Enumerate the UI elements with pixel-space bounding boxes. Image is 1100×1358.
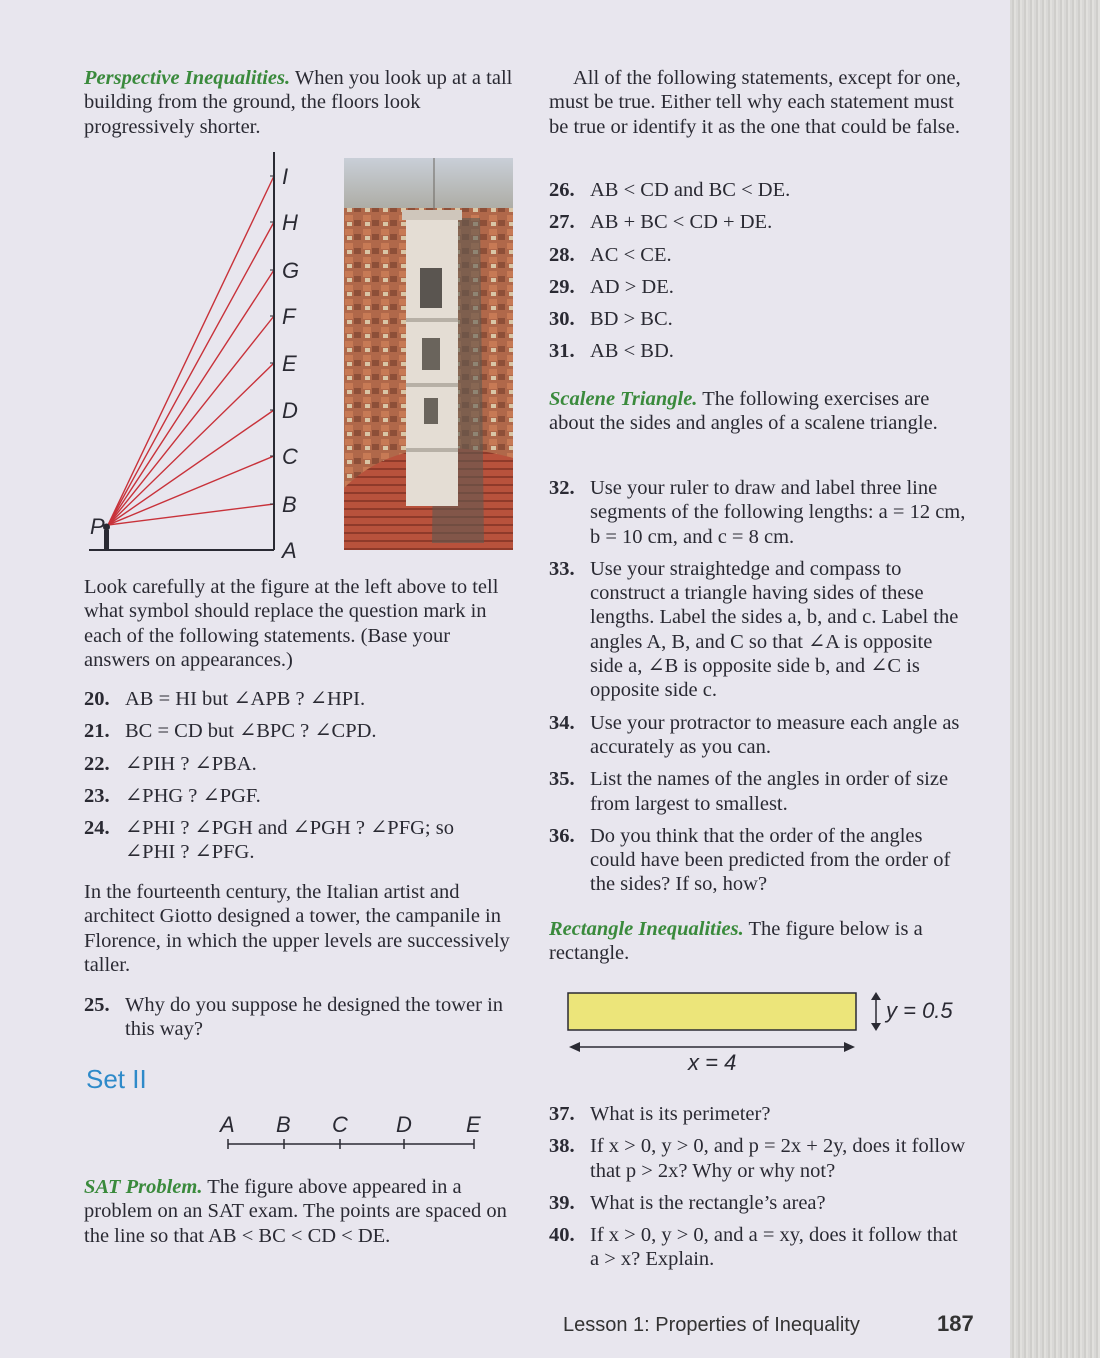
point-label-e: E	[282, 351, 297, 376]
exercise-number: 27.	[549, 211, 575, 234]
exercise-number: 23.	[84, 784, 110, 807]
exercise-32	[549, 476, 969, 549]
exercise-text: BD > BC.	[590, 308, 673, 331]
exercise-25	[84, 993, 525, 1042]
exercise-40	[549, 1223, 969, 1272]
set-heading: Set II	[86, 1064, 147, 1094]
exercise-text: Why do you suppose he designed the tower in this way?	[125, 994, 504, 1041]
look-carefully-paragraph: Look carefully at the figure at the left above to tell what symbol should replace the question mark in each of the following statements. (Base your answers on appearances.)	[84, 576, 499, 671]
exercise-36	[549, 824, 969, 897]
page-number: 187	[937, 1311, 974, 1336]
exercise-number: 26.	[549, 179, 575, 201]
exercise-text: ∠PIH ? ∠PBA.	[125, 752, 257, 775]
exercise-text: ∠PHG ? ∠PGF.	[125, 784, 261, 807]
exercise-number: 31.	[549, 340, 575, 363]
point-label-d: D	[282, 398, 298, 423]
exercise-number: 30.	[549, 308, 575, 331]
exercise-text: AB < CD and BC < DE.	[590, 179, 791, 201]
exercise-text: What is its perimeter?	[590, 1103, 771, 1125]
exercise-text: AD > DE.	[590, 275, 674, 298]
lesson-title: Lesson 1: Properties of Inequality	[563, 1314, 860, 1336]
exercise-39	[549, 1191, 969, 1215]
exercise-number: 40.	[549, 1224, 575, 1247]
scalene-text: The following exercises are about the sides and angles of a scalene triangle.	[549, 388, 938, 435]
exercise-number: 21.	[84, 720, 110, 743]
exercise-text: AC < CE.	[590, 243, 672, 266]
exercise-text: AB = HI but ∠APB ? ∠HPI.	[125, 688, 366, 710]
height-label: y = 0.5	[886, 998, 953, 1023]
exercise-21	[84, 719, 514, 743]
point-label-a: A	[282, 538, 297, 563]
exercise-37	[549, 1102, 969, 1126]
exercise-text: List the names of the angles in order of size from largest to smallest.	[590, 768, 949, 815]
exercise-number: 22.	[84, 752, 110, 775]
exercise-35	[549, 767, 969, 816]
perspective-lead: Perspective Inequalities.	[84, 67, 291, 89]
exercise-number: 25.	[84, 994, 110, 1016]
exercise-number: 37.	[549, 1103, 575, 1125]
segment-label-a: A	[220, 1112, 235, 1137]
exercise-text: If x > 0, y > 0, and p = 2x + 2y, does it follow that p > 2x? Why or why not?	[590, 1135, 966, 1182]
perspective-figure	[84, 148, 324, 568]
exercise-38	[549, 1134, 969, 1183]
exercise-number: 33.	[549, 557, 575, 580]
exercise-26	[549, 178, 969, 202]
exercise-text: ∠PHI ? ∠PGH and ∠PGH ? ∠PFG; so ∠PHI ? ∠PFG.	[125, 817, 454, 864]
exercises-20-24	[84, 687, 514, 865]
exercise-31	[549, 339, 969, 363]
exercise-text: Do you think that the order of the angles could have been predicted from the order of the sides? If so, how?	[590, 824, 951, 896]
exercise-number: 20.	[84, 688, 110, 710]
perspective-text: When you look up at a tall building from the ground, the floors look progressively shorter.	[84, 67, 513, 138]
rectangle-lead: Rectangle Inequalities.	[549, 918, 744, 940]
segment-label-c: C	[332, 1112, 348, 1137]
segment-figure	[212, 1108, 492, 1153]
exercise-25-block	[84, 993, 514, 1042]
exercise-20	[84, 687, 514, 711]
exercise-33	[549, 557, 969, 703]
exercise-22	[84, 752, 514, 776]
exercise-27	[549, 210, 969, 234]
sight-ray-i	[108, 176, 274, 525]
exercise-23	[84, 784, 514, 808]
look-carefully-text	[84, 575, 514, 672]
campanile-photo	[344, 158, 513, 550]
point-label-b: B	[282, 492, 297, 517]
exercise-number: 29.	[549, 275, 575, 298]
point-label-i: I	[282, 164, 289, 189]
exercise-number: 24.	[84, 817, 110, 840]
scalene-intro	[549, 387, 969, 436]
perspective-intro	[84, 66, 514, 139]
exercise-number: 36.	[549, 824, 575, 847]
exercises-37-40	[549, 1102, 969, 1272]
exercise-number: 35.	[549, 768, 575, 791]
rectangle-intro	[549, 917, 969, 966]
exercise-28	[549, 243, 969, 267]
exercise-number: 34.	[549, 711, 575, 734]
point-label-f: F	[282, 304, 296, 329]
point-label-h: H	[282, 210, 298, 235]
segment-label-e: E	[466, 1112, 481, 1137]
segment-label-d: D	[396, 1112, 412, 1137]
exercise-text: BC = CD but ∠BPC ? ∠CPD.	[125, 720, 377, 743]
perspective-rays	[108, 176, 274, 525]
exercises-26-31	[549, 178, 969, 364]
segment-label-b: B	[276, 1112, 291, 1137]
exercise-34	[549, 711, 969, 760]
exercise-24	[84, 816, 485, 865]
point-p-label: P	[90, 514, 105, 539]
exercise-text: AB + BC < CD + DE.	[590, 211, 773, 234]
sight-ray-h	[108, 222, 274, 525]
exercise-number: 39.	[549, 1191, 575, 1214]
exercise-30	[549, 307, 969, 331]
exercise-text: Use your protractor to measure each angle as accurately as you can.	[590, 711, 960, 758]
exercise-number: 32.	[549, 477, 575, 499]
point-label-c: C	[282, 444, 298, 469]
exercise-text: Use your ruler to draw and label three line segments of the following lengths: a = 12 cm, b = 10 cm, and c = 8 cm.	[590, 477, 966, 548]
exercise-29	[549, 275, 969, 299]
statements-intro	[549, 66, 969, 139]
point-label-g: G	[282, 258, 300, 283]
sat-problem	[84, 1175, 514, 1248]
sat-text: The figure above appeared in a problem on an SAT exam. The points are spaced on the line so that AB < BC < CD < DE.	[84, 1176, 507, 1247]
observer-figure	[104, 530, 109, 550]
giotto-paragraph: In the fourteenth century, the Italian artist and architect Giotto designed a tower, the campanile in Florence, in which the upper levels are successively taller.	[84, 881, 510, 976]
yellow-rectangle	[568, 993, 856, 1030]
exercise-number: 38.	[549, 1135, 575, 1158]
sight-ray-g	[108, 270, 274, 525]
exercise-text: AB < BD.	[590, 340, 674, 363]
sat-lead: SAT Problem.	[84, 1176, 203, 1198]
rectangle-text: The figure below is a rectangle.	[549, 918, 923, 965]
statements-paragraph: All of the following statements, except for one, must be true. Either tell why each statement must be true or identify it as the one that could be false.	[549, 67, 961, 138]
exercise-number: 28.	[549, 243, 575, 266]
page-gutter	[1010, 0, 1100, 1358]
width-label: x = 4	[688, 1050, 737, 1075]
exercise-text: If x > 0, y > 0, and a = xy, does it follow that a > x? Explain.	[590, 1224, 958, 1271]
exercises-32-36	[549, 476, 969, 897]
sight-ray-e	[108, 363, 274, 525]
giotto-text	[84, 880, 514, 977]
rectangle-figure	[560, 988, 980, 1078]
sight-ray-f	[108, 316, 274, 525]
exercise-text: Use your straightedge and compass to construct a triangle having sides of these lengths. Label the sides a, b, and c. Label the angles A, B, and C so that ∠A is opposite side a, ∠B is opposite side b, and ∠C is opposite side c.	[590, 557, 959, 702]
exercise-text: What is the rectangle’s area?	[590, 1191, 826, 1214]
scalene-lead: Scalene Triangle.	[549, 388, 698, 410]
